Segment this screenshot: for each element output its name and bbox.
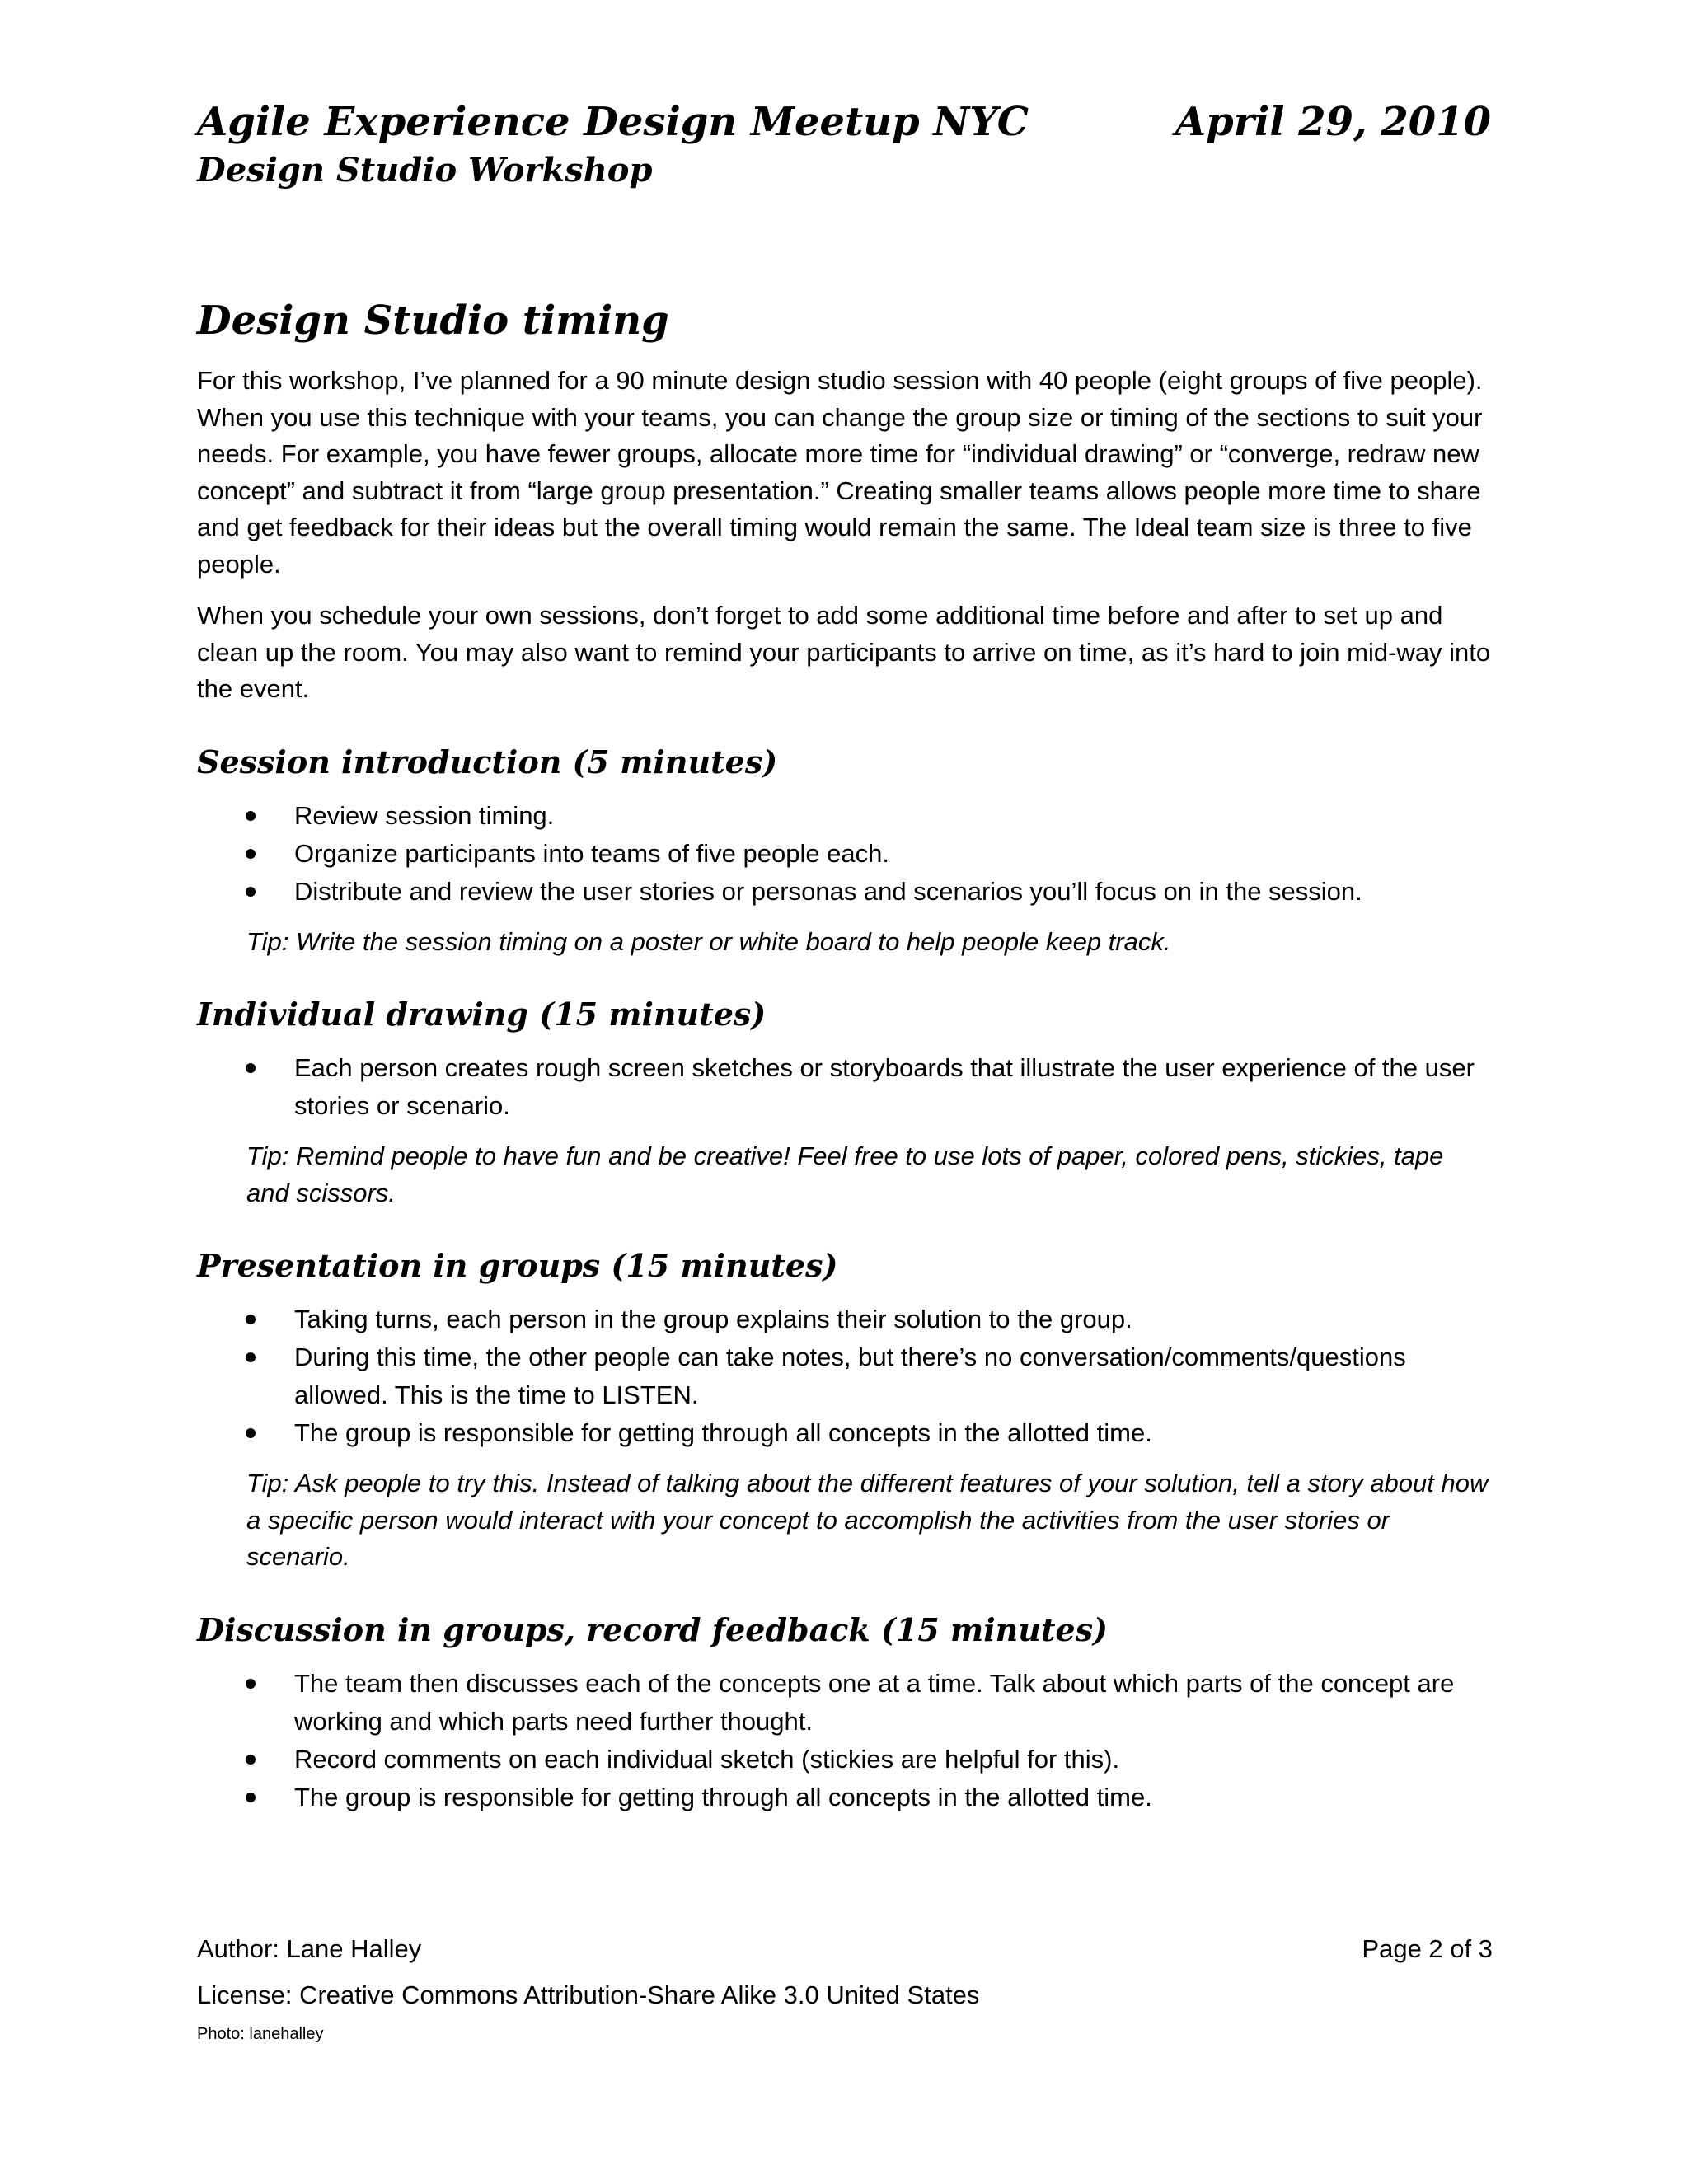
list-item-text: Distribute and review the user stories or personas and scenarios you’ll focus on in the session. (294, 876, 1362, 906)
bullet-icon (246, 811, 256, 821)
footer-photo-credit: Photo: lanehalley (197, 2025, 324, 2043)
list-item (197, 1665, 1493, 1741)
bullet-list (197, 1665, 1493, 1816)
tip-text: Tip: Remind people to have fun and be creative! Feel free to use lots of paper, colored pens, stickies, tape and scissors. (246, 1141, 1444, 1207)
page-footer (197, 1929, 1493, 2049)
list-item (197, 1338, 1493, 1414)
list-item (197, 1741, 1493, 1779)
footer-author: Author: Lane Halley (197, 1934, 422, 1963)
intro-paragraph-2: When you schedule your own sessions, don’t forget to add some additional time before and after to set up and clean up the room. You may also want to remind your participants to arrive on time, as it’s hard to join mid-way into the event. (197, 601, 1491, 703)
bullet-icon (246, 1793, 256, 1802)
footer-page-number: Page 2 of 3 (1362, 1934, 1493, 1963)
section-heading-session-introduction: Session introduction (5 minutes) (197, 743, 778, 780)
bullet-icon (246, 1679, 256, 1689)
list-item-text: Review session timing. (294, 800, 555, 830)
bullet-icon (246, 849, 256, 859)
bullet-list (197, 1301, 1493, 1452)
header-date: April 29, 2010 (1175, 99, 1491, 145)
footer-license: License: Creative Commons Attribution-Share Alike 3.0 United States (197, 1980, 980, 2009)
bullet-list (197, 797, 1493, 911)
header-title: Agile Experience Design Meetup NYC (197, 99, 1029, 145)
header-subtitle: Design Studio Workshop (197, 151, 653, 190)
list-item (197, 1414, 1493, 1452)
bullet-icon (246, 1428, 256, 1438)
bullet-icon (246, 1315, 256, 1324)
list-item-text: During this time, the other people can take notes, but there’s no conversation/comments/questions allowed. This is the time to LISTEN. (294, 1343, 1406, 1409)
list-item (197, 835, 1493, 873)
bullet-icon (246, 1352, 256, 1362)
list-item-text: The team then discusses each of the concepts one at a time. Talk about which parts of the concept are working and which parts need further thought. (294, 1668, 1455, 1736)
tip-text: Tip: Ask people to try this. Instead of talking about the different features of your solution, tell a story about how a specific person would interact with your concept to accomplish the activities from the user stories or scenario. (246, 1469, 1489, 1571)
list-item-text: Organize participants into teams of five people each. (294, 838, 890, 868)
intro-paragraph-1: For this workshop, I’ve planned for a 90 minute design studio session with 40 people (eight groups of five people). When you use this technique with your teams, you can change the group size or timing of the sections to suit your needs. For example, you have fewer groups, allocate more time for “individual drawing” or “converge, redraw new concept” and subtract it from “large group presentation.” Creating smaller teams allows people more time to share and get feedback for their ideas but the overall timing would remain the same. The Ideal team size is three to five people. (197, 366, 1483, 579)
list-item-text: The group is responsible for getting through all concepts in the allotted time. (294, 1418, 1152, 1447)
bullet-icon (246, 887, 256, 897)
list-item-text: The group is responsible for getting through all concepts in the allotted time. (294, 1782, 1152, 1811)
list-item (197, 1301, 1493, 1338)
bullet-icon (246, 1755, 256, 1765)
bullet-list (197, 1049, 1493, 1125)
main-content (197, 293, 1493, 1830)
bullet-icon (246, 1063, 256, 1073)
tip-text: Tip: Write the session timing on a poster or white board to help people keep track. (246, 926, 1171, 956)
list-item-text: Record comments on each individual sketch (stickies are helpful for this). (294, 1744, 1120, 1774)
list-item-text: Taking turns, each person in the group explains their solution to the group. (294, 1305, 1132, 1333)
list-item (197, 1779, 1493, 1816)
section-heading-discussion-in-groups: Discussion in groups, record feedback (15 minutes) (197, 1610, 1109, 1648)
list-item (197, 797, 1493, 835)
section-heading-individual-drawing: Individual drawing (15 minutes) (197, 996, 767, 1033)
list-item (197, 873, 1493, 911)
list-item (197, 1049, 1493, 1125)
footer-row (197, 1929, 1493, 1975)
page-heading: Design Studio timing (197, 298, 669, 344)
list-item-text: Each person creates rough screen sketches or storyboards that illustrate the user experience of the user stories or scenario. (294, 1053, 1475, 1120)
section-heading-presentation-in-groups: Presentation in groups (15 minutes) (197, 1247, 838, 1284)
